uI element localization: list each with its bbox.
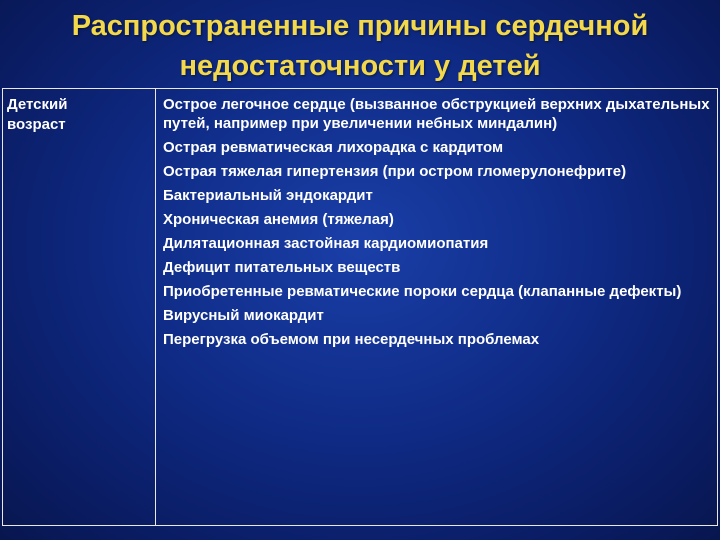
- cause-item: Приобретенные ревматические пороки сердца (клапанные дефекты): [163, 283, 682, 300]
- slide-title-line2: недостаточности у детей: [179, 50, 541, 82]
- causes-column: [156, 89, 717, 525]
- slide-title: [0, 6, 720, 86]
- cause-item: Острая ревматическая лихорадка с кардитом: [163, 139, 504, 156]
- cause-item: Острое легочное сердце (вызванное обструкцией верхних дыхательных путей, например при увеличении небных миндалин): [163, 96, 710, 132]
- cause-item: Дефицит питательных веществ: [163, 259, 401, 276]
- cause-item: Хроническая анемия (тяжелая): [163, 211, 394, 228]
- cause-item: Вирусный миокардит: [163, 307, 324, 324]
- cause-item: Острая тяжелая гипертензия (при остром гломерулонефрите): [163, 163, 627, 180]
- slide-title-line1: Распространенные причины сердечной: [71, 10, 649, 42]
- causes-table: [2, 88, 718, 526]
- age-group-label: Детский возраст: [7, 96, 68, 133]
- cause-item: Бактериальный эндокардит: [163, 187, 373, 204]
- cause-item: Перегрузка объемом при несердечных проблемах: [163, 331, 540, 348]
- cause-item: Дилятационная застойная кардиомиопатия: [163, 235, 489, 252]
- age-column: [3, 89, 156, 525]
